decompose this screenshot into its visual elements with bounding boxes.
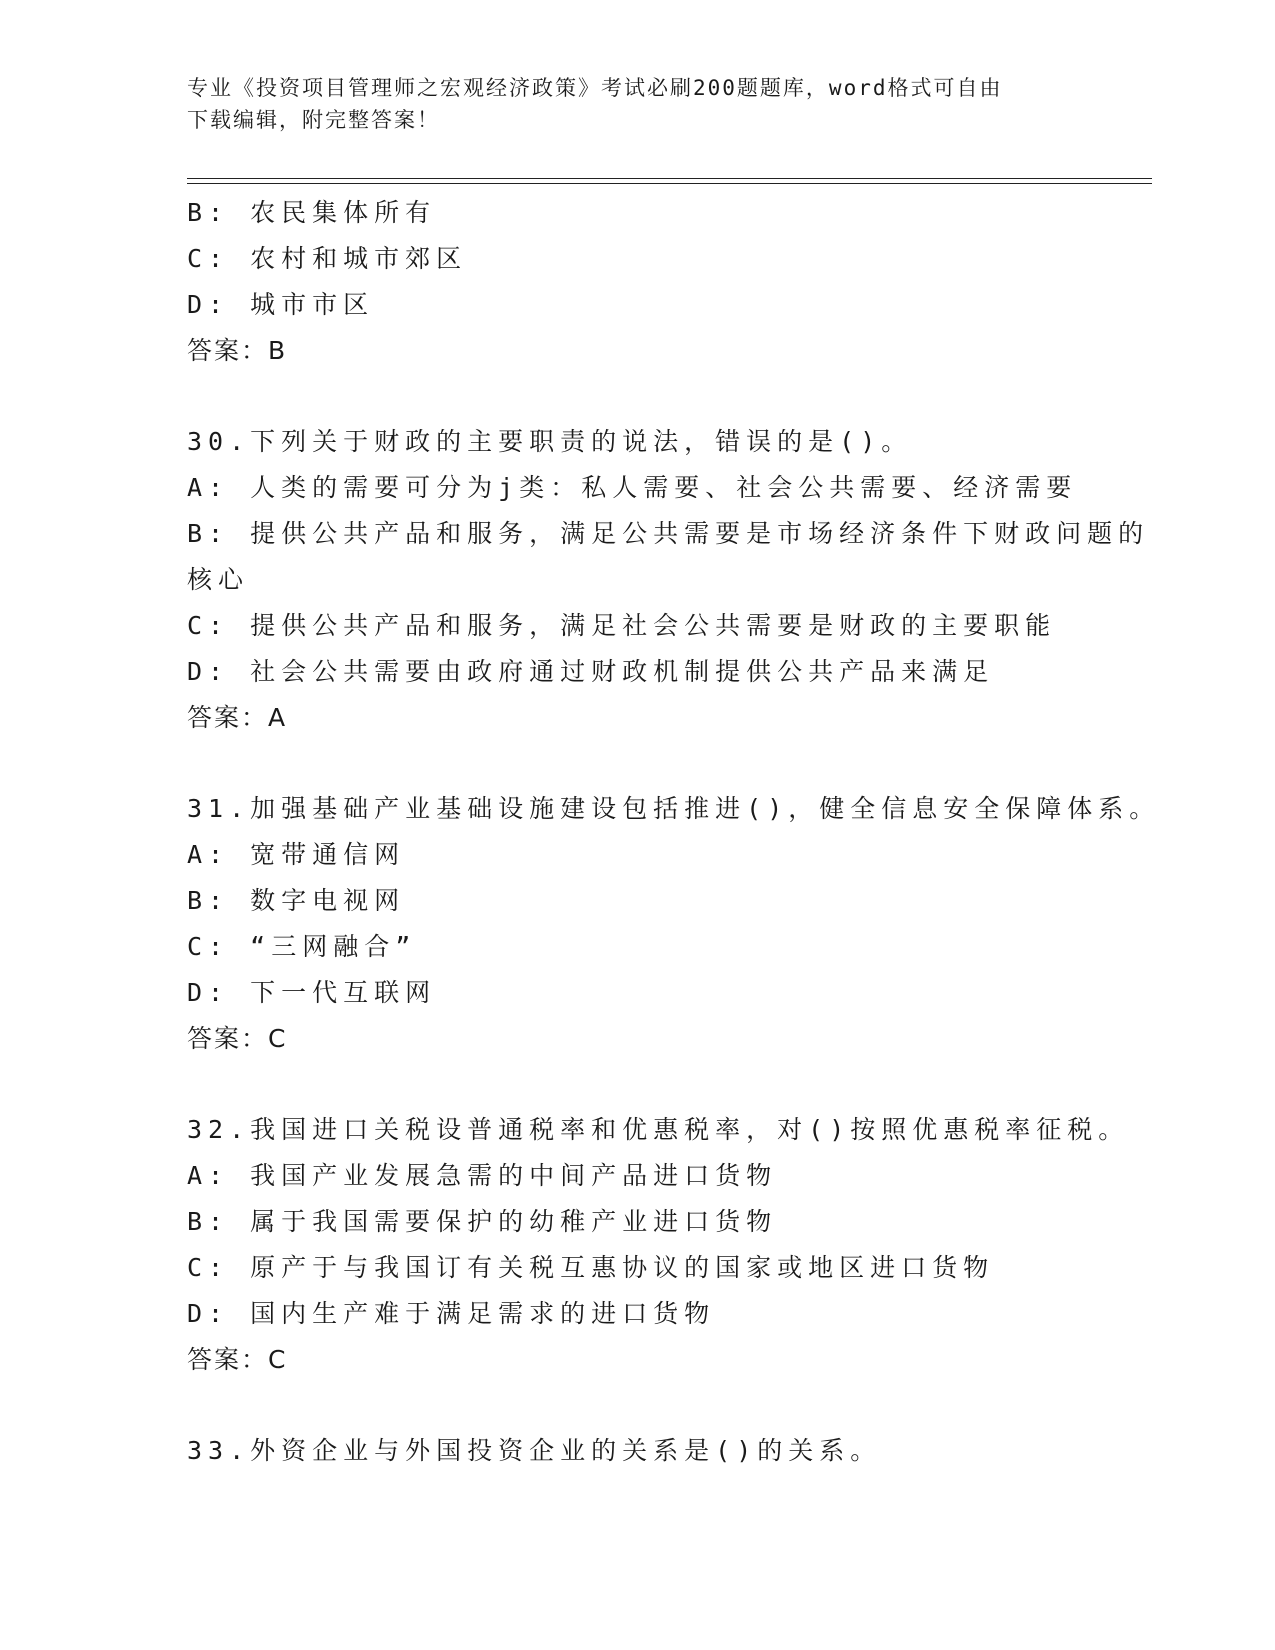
question-33 [187,1428,1087,1474]
option-a: A: 我国产业发展急需的中间产品进口货物 [187,1161,778,1190]
header-divider-top [187,178,1152,179]
question-stem: 32.我国进口关税设普通税率和优惠税率，对()按照优惠税率征税。 [187,1115,1130,1144]
spacer [187,1062,1087,1107]
question-30 [187,419,1150,741]
option-b: B: 提供公共产品和服务，满足公共需要是市场经济条件下财政问题的 [187,519,1150,548]
spacer [187,1383,1087,1428]
option-b-continued: 核心 [187,565,250,594]
answer-line: 答案：C [187,1345,288,1374]
option-c: C: 原产于与我国订有关税互惠协议的国家或地区进口货物 [187,1253,995,1282]
document-header [187,72,1067,136]
question-stem: 31.加强基础产业基础设施建设包括推进()，健全信息安全保障体系。 [187,794,1161,823]
header-divider-bottom [187,183,1152,184]
option-c: C: 提供公共产品和服务，满足社会公共需要是财政的主要职能 [187,611,1057,640]
option-d: D: 社会公共需要由政府通过财政机制提供公共产品来满足 [187,657,995,686]
option-d: D: 国内生产难于满足需求的进口货物 [187,1299,716,1328]
option-a: A: 宽带通信网 [187,840,406,869]
option-a: A: 人类的需要可分为j类：私人需要、社会公共需要、经济需要 [187,473,1078,502]
option-d: D: 城市市区 [187,290,375,319]
option-c: C: “三网融合” [187,932,417,961]
option-b: B: 数字电视网 [187,886,406,915]
spacer [187,374,1087,419]
question-stem: 30.下列关于财政的主要职责的说法，错误的是()。 [187,427,913,456]
question-32 [187,1107,1130,1383]
header-line-2: 下载编辑，附完整答案！ [187,108,440,132]
answer-line: 答案：B [187,336,288,365]
question-list [187,190,1161,1474]
question-29-continued [187,190,1087,374]
option-d: D: 下一代互联网 [187,978,437,1007]
question-stem: 33.外资企业与外国投资企业的关系是()的关系。 [187,1436,882,1465]
spacer [187,741,1087,786]
option-c: C: 农村和城市郊区 [187,244,468,273]
option-b: B: 农民集体所有 [187,198,437,227]
answer-line: 答案：C [187,1024,288,1053]
answer-line: 答案：A [187,703,288,732]
header-line-1: 专业《投资项目管理师之宏观经济政策》考试必刷200题题库，word格式可自由 [187,76,1003,100]
option-b: B: 属于我国需要保护的幼稚产业进口货物 [187,1207,778,1236]
question-31 [187,786,1161,1062]
